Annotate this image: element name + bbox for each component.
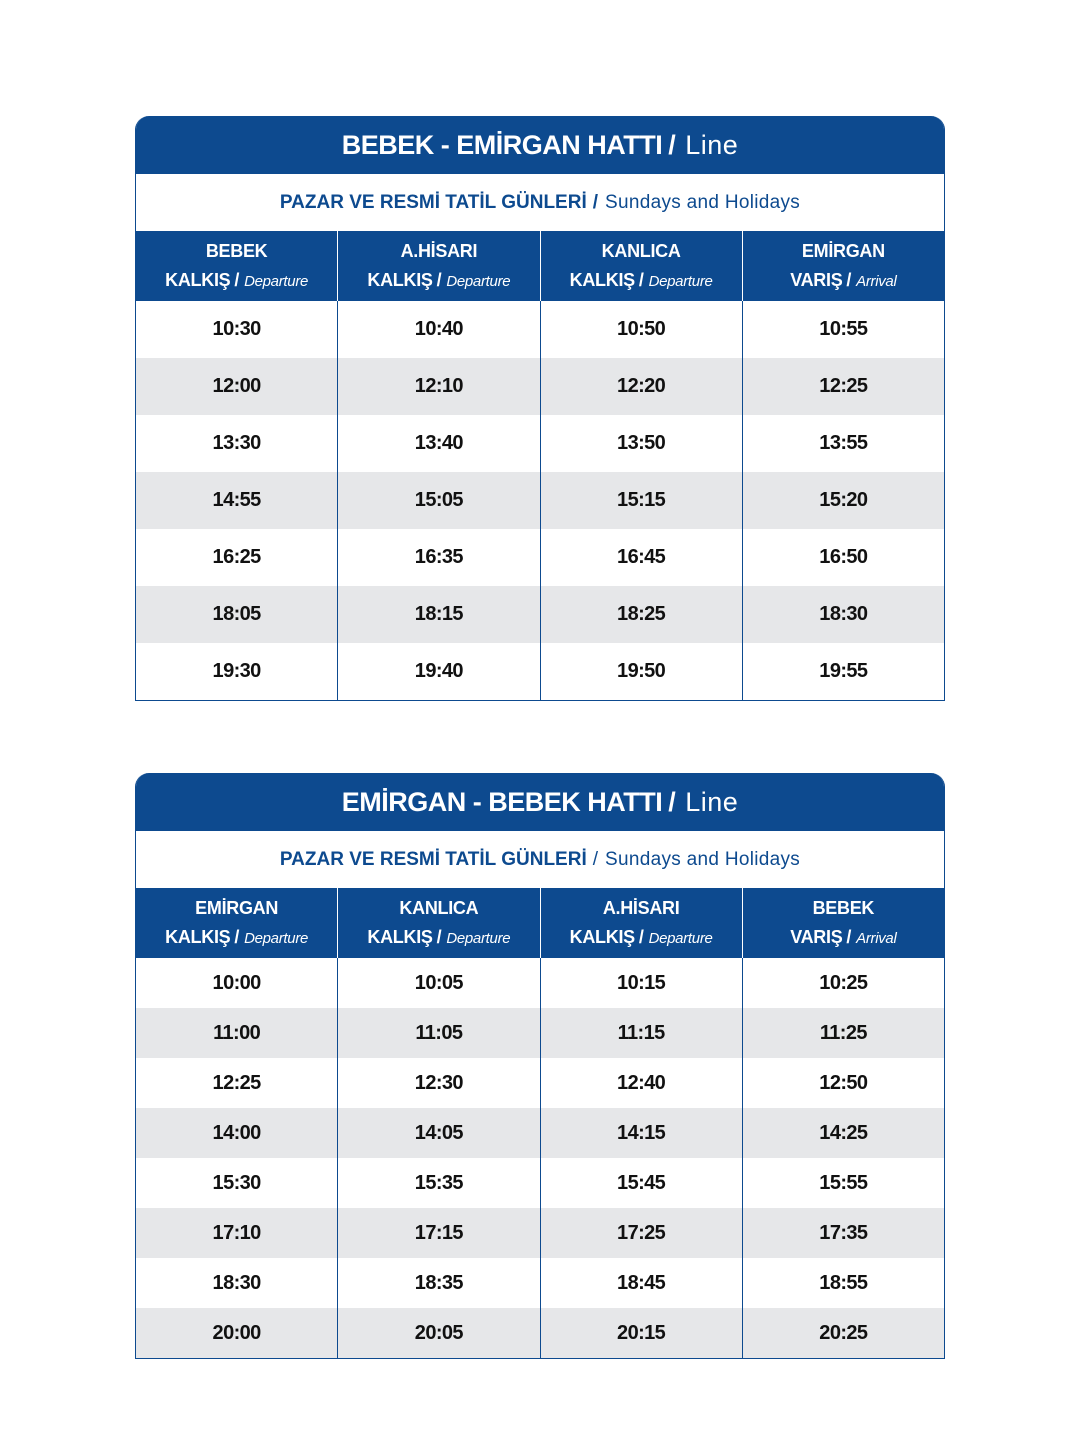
column-header <box>338 888 540 958</box>
line-route: BEBEK - EMİRGAN HATTI <box>341 129 663 160</box>
time-cell: 12:00 <box>136 358 338 415</box>
column-header <box>541 231 743 301</box>
time-cell: 11:25 <box>819 1021 867 1044</box>
time-cell: 10:00 <box>136 958 338 1008</box>
timetable-bebek-emirgan <box>135 116 945 701</box>
column-header <box>136 231 338 301</box>
time-cell: 11:05 <box>338 1008 540 1058</box>
time-cell: 20:25 <box>819 1321 868 1344</box>
station-name: A.HİSARI <box>602 897 680 918</box>
time-cell: 17:25 <box>541 1208 743 1258</box>
event-type: KALKIŞ / Departure <box>165 269 309 290</box>
event-type: VARIŞ / Arrival <box>790 269 897 290</box>
timetable-emirgan-bebek <box>135 773 945 1359</box>
day-type-row <box>136 831 944 888</box>
time-cell: 14:15 <box>541 1108 743 1158</box>
time-cell: 18:05 <box>136 586 338 643</box>
column-header-row <box>136 888 944 958</box>
table-row <box>136 415 944 472</box>
event-type: KALKIŞ / Departure <box>165 926 309 947</box>
event-type: KALKIŞ / Departure <box>569 269 713 290</box>
time-cell: 15:45 <box>541 1158 743 1208</box>
station-name: KANLICA <box>601 240 681 261</box>
table-row <box>136 643 944 700</box>
time-cell: 13:40 <box>338 415 540 472</box>
time-cell: 20:15 <box>541 1308 743 1358</box>
time-cell: 12:50 <box>819 1071 868 1094</box>
table-row <box>136 1058 944 1108</box>
table-body <box>136 301 944 700</box>
day-type-slash: / <box>592 848 599 870</box>
table-row <box>136 1208 944 1258</box>
line-title <box>136 116 944 174</box>
station-name: A.HİSARI <box>400 240 478 261</box>
table-row <box>136 1008 944 1058</box>
time-cell: 13:55 <box>819 432 868 454</box>
time-cell: 19:30 <box>136 643 338 700</box>
station-name: EMİRGAN <box>801 240 885 261</box>
time-cell: 10:30 <box>136 301 338 358</box>
time-cell: 10:05 <box>338 958 540 1008</box>
time-cell: 18:45 <box>541 1258 743 1308</box>
time-cell: 14:00 <box>136 1108 338 1158</box>
time-cell: 17:10 <box>136 1208 338 1258</box>
line-route: EMİRGAN - BEBEK HATTI <box>341 786 663 817</box>
day-type-en: Sundays and Holidays <box>605 191 801 213</box>
time-cell: 15:35 <box>338 1158 540 1208</box>
time-cell: 12:40 <box>541 1058 743 1108</box>
time-cell: 18:15 <box>338 586 540 643</box>
station-name: BEBEK <box>812 897 875 918</box>
time-cell: 18:30 <box>136 1258 338 1308</box>
time-cell: 12:10 <box>338 358 540 415</box>
column-header <box>338 231 540 301</box>
title-slash: / <box>668 129 676 160</box>
day-type-en: Sundays and Holidays <box>605 848 801 870</box>
time-cell: 15:20 <box>819 489 868 511</box>
table-row <box>136 1158 944 1208</box>
line-label-en: Line <box>685 786 739 817</box>
event-type: KALKIŞ / Departure <box>367 269 511 290</box>
table-row <box>136 358 944 415</box>
column-header <box>743 888 944 958</box>
day-type-tr: PAZAR VE RESMİ TATİL GÜNLERİ <box>279 848 587 870</box>
time-cell: 12:25 <box>136 1058 338 1108</box>
day-type-tr: PAZAR VE RESMİ TATİL GÜNLERİ <box>279 191 587 213</box>
title-slash: / <box>668 786 676 817</box>
line-label-en: Line <box>685 129 739 160</box>
event-type: KALKIŞ / Departure <box>569 926 713 947</box>
column-header <box>541 888 743 958</box>
time-cell: 10:40 <box>338 301 540 358</box>
time-cell: 17:15 <box>338 1208 540 1258</box>
time-cell: 16:45 <box>541 529 743 586</box>
time-cell: 10:55 <box>819 318 868 340</box>
day-type-slash: / <box>592 191 599 213</box>
time-cell: 16:25 <box>136 529 338 586</box>
line-title <box>136 773 944 831</box>
time-cell: 11:15 <box>541 1008 743 1058</box>
time-cell: 18:55 <box>819 1271 868 1294</box>
table-row <box>136 1308 944 1358</box>
time-cell: 16:35 <box>338 529 540 586</box>
table-row <box>136 529 944 586</box>
time-cell: 20:05 <box>338 1308 540 1358</box>
time-cell: 15:55 <box>819 1171 868 1194</box>
station-name: KANLICA <box>399 897 479 918</box>
time-cell: 13:30 <box>136 415 338 472</box>
time-cell: 14:25 <box>819 1121 868 1144</box>
time-cell: 10:25 <box>819 971 868 994</box>
time-cell: 18:30 <box>819 603 868 625</box>
table-row <box>136 301 944 358</box>
time-cell: 20:00 <box>136 1308 338 1358</box>
time-cell: 19:40 <box>338 643 540 700</box>
time-cell: 16:50 <box>819 546 868 568</box>
time-cell: 12:30 <box>338 1058 540 1108</box>
time-cell: 12:25 <box>819 375 868 397</box>
event-type: VARIŞ / Arrival <box>790 926 897 947</box>
table-row <box>136 1258 944 1308</box>
time-cell: 11:00 <box>136 1008 338 1058</box>
table-body <box>136 958 944 1358</box>
time-cell: 14:55 <box>136 472 338 529</box>
station-name: EMİRGAN <box>195 897 279 918</box>
time-cell: 19:55 <box>819 660 868 682</box>
table-row <box>136 1108 944 1158</box>
station-name: BEBEK <box>205 240 268 261</box>
time-cell: 18:25 <box>541 586 743 643</box>
column-header-row <box>136 231 944 301</box>
time-cell: 12:20 <box>541 358 743 415</box>
column-header <box>136 888 338 958</box>
time-cell: 10:15 <box>541 958 743 1008</box>
table-row <box>136 472 944 529</box>
table-row <box>136 958 944 1008</box>
time-cell: 17:35 <box>819 1221 868 1244</box>
day-type-row <box>136 174 944 231</box>
time-cell: 10:50 <box>541 301 743 358</box>
time-cell: 19:50 <box>541 643 743 700</box>
time-cell: 18:35 <box>338 1258 540 1308</box>
time-cell: 15:30 <box>136 1158 338 1208</box>
time-cell: 15:15 <box>541 472 743 529</box>
time-cell: 13:50 <box>541 415 743 472</box>
table-row <box>136 586 944 643</box>
time-cell: 15:05 <box>338 472 540 529</box>
column-header <box>743 231 944 301</box>
event-type: KALKIŞ / Departure <box>367 926 511 947</box>
time-cell: 14:05 <box>338 1108 540 1158</box>
